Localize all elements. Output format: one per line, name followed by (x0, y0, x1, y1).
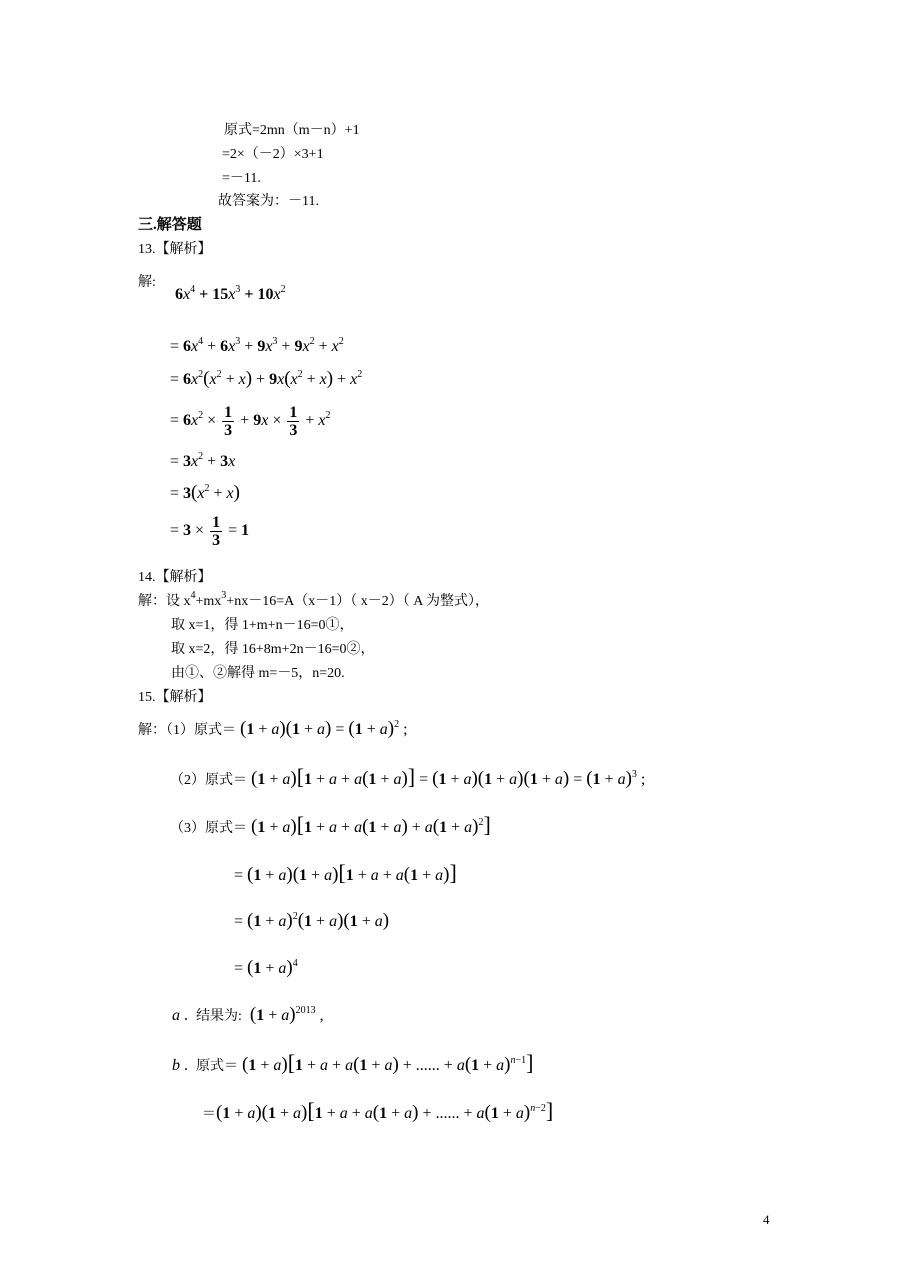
q13-expr-3: = $6x^2(x^2 + x) + 9x(x^2 + x) + x^2$ (170, 368, 363, 389)
q15-part2: （2）原式＝ $(1 + a)[1 + a + a(1 + a)] = (1 + a)(1 + a)(1 + a) = (1 + a)^3$ ; (170, 764, 646, 789)
prev-line-1: 原式=2mn（m－n）+1 (224, 123, 360, 138)
q15-part-b-step2: ＝(1 + a)(1 + a)[1 + a + a(1 + a) + ...... + $a(1 + a)^{n-2}$] (202, 1098, 554, 1123)
q15-part3-step4: = $(1 + a)^4$ (234, 957, 298, 978)
q14-line-1: 解：设 $x^4+mx^3+nx-16=A(x-1)$（ x－2）（ A 为整式）， (138, 590, 490, 609)
q13-expr-4: = $6x^2$ × $\frac{1}{3}$ + 9x × $\frac{1}{3}$ + $x^2$ (170, 404, 331, 439)
prev-line-2: =2×（－2）×3+1 (222, 147, 324, 162)
q13-expr-6: = $3(x^2 + x)$ (170, 482, 240, 503)
q14-label: 14.【解析】 (138, 570, 212, 585)
q14-line-3: 取 x=2，得 16+8m+2n－16=0②， (171, 642, 375, 657)
q15-part-a: a . 结果为: $(1 + a)^{2013}$ , (172, 1004, 324, 1025)
q15-part-b: b . 原式＝ (1 + a)[1 + a + a(1 + a) + ...... + $a(1 + a)^{n-1}$] (172, 1050, 534, 1075)
q13-intro: 解: (138, 275, 156, 290)
section-heading: 三.解答题 (138, 217, 202, 233)
q15-label: 15.【解析】 (138, 690, 212, 705)
q15-part3-step2: = (1 + a)(1 + a)[1 + a + a(1 + a)] (234, 860, 457, 885)
prev-answer: 故答案为：－11. (218, 194, 319, 209)
q13-expr-1: $6x^4 + 15x^3 + 10x^2$ (175, 284, 286, 303)
q15-part3: （3）原式＝ $(1 + a)[1 + a + a(1 + a) + a(1 + a)^2]$ (170, 812, 491, 837)
q14-line-2: 取 x=1，得 1+m+n－16=0①， (171, 618, 354, 633)
q13-expr-7: = 3 × $\frac{1}{3}$ = 1 (170, 514, 250, 549)
q13-expr-5: = $3x^2 + 3x$ (170, 451, 236, 470)
prev-line-3: =－11. (222, 171, 261, 186)
page-number: 4 (763, 1212, 770, 1227)
q13-expr-2: = $6x^4 + 6x^3 + 9x^3 + 9x^2 + x^2$ (170, 336, 344, 355)
q15-part3-step3: = $(1 + a)^2(1 + a)(1 + a)$ (234, 910, 390, 931)
q15-part1: 解：（1）原式＝ $(1 + a)(1 + a) = (1 + a)^2$ ; (138, 718, 408, 739)
q13-label: 13.【解析】 (138, 242, 212, 257)
q14-line-4: 由①、②解得 m=－5，n=20. (171, 666, 345, 681)
